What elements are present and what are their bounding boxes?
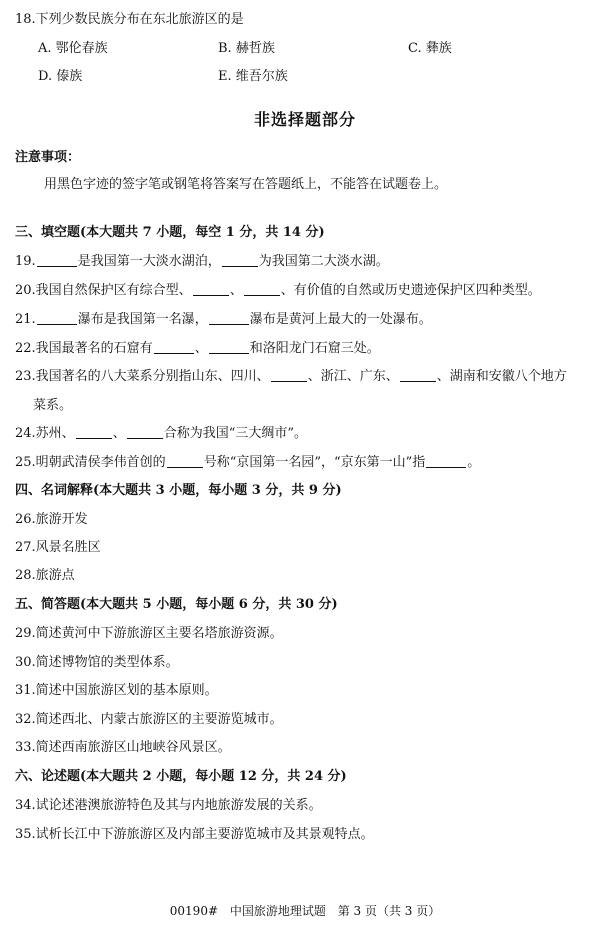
q24-text-c: 合称为我国“三大绸市”。 xyxy=(163,426,307,441)
q20-text-b: 、 xyxy=(229,283,243,298)
question-34: 34.试论述港澳旅游特色及其与内地旅游发展的关系。 xyxy=(15,798,322,813)
question-24 xyxy=(15,425,307,443)
q20-text-a: 20.我国自然保护区有综合型、 xyxy=(15,283,192,298)
section-title: 非选择题部分 xyxy=(253,110,356,129)
q19-text-a: 是我国第一大淡水湖泊， xyxy=(77,254,221,269)
answer-blank[interactable] xyxy=(426,455,466,468)
q21-text-a: 瀑布是我国第一名瀑， xyxy=(77,312,208,327)
answer-blank[interactable] xyxy=(209,341,249,354)
part3-heading: 三、填空题(本大题共 7 小题，每空 1 分，共 14 分) xyxy=(15,225,325,240)
q19-number: 19. xyxy=(15,254,36,269)
answer-blank[interactable] xyxy=(154,341,194,354)
question-25 xyxy=(15,454,480,472)
q20-text-c: 、有价值的自然或历史遗迹保护区四种类型。 xyxy=(280,283,541,298)
question-22 xyxy=(15,340,380,358)
question-30: 30.简述博物馆的类型体系。 xyxy=(15,655,179,670)
footer-title: 中国旅游地理试题 xyxy=(229,904,326,918)
answer-blank[interactable] xyxy=(37,312,77,325)
part4-heading: 四、名词解释(本大题共 3 小题，每小题 3 分，共 9 分) xyxy=(15,483,342,498)
q22-text-b: 、 xyxy=(194,341,208,356)
q24-text-a: 24.苏州、 xyxy=(15,426,75,441)
q21-text-b: 瀑布是黄河上最大的一处瀑布。 xyxy=(249,312,432,327)
q22-text-a: 22.我国最著名的石窟有 xyxy=(15,341,153,356)
question-19 xyxy=(15,253,389,271)
q23-text-c: 、湖南和安徽八个地方 xyxy=(436,369,567,384)
answer-blank[interactable] xyxy=(193,283,229,296)
question-27: 27.风景名胜区 xyxy=(15,540,101,555)
notice-heading: 注意事项： xyxy=(15,150,81,165)
question-28: 28.旅游点 xyxy=(15,568,75,583)
answer-blank[interactable] xyxy=(209,312,249,325)
q18-option-d: D. 傣族 xyxy=(38,69,83,84)
part5-heading: 五、简答题(本大题共 5 小题，每小题 6 分，共 30 分) xyxy=(15,597,338,612)
question-35: 35.试析长江中下游旅游区及内部主要游览城市及其景观特点。 xyxy=(15,827,374,842)
answer-blank[interactable] xyxy=(244,283,280,296)
question-21 xyxy=(15,311,432,329)
q18-option-a: A. 鄂伦春族 xyxy=(38,41,108,56)
answer-blank[interactable] xyxy=(127,426,163,439)
part6-heading: 六、论述题(本大题共 2 小题，每小题 12 分，共 24 分) xyxy=(15,769,347,784)
q21-number: 21. xyxy=(15,312,36,327)
q25-text-b: 号称“京国第一名园”，“京东第一山”指 xyxy=(203,455,426,470)
question-32: 32.简述西北、内蒙古旅游区的主要游览城市。 xyxy=(15,712,283,727)
question-20 xyxy=(15,282,541,300)
page-footer xyxy=(0,902,610,919)
answer-blank[interactable] xyxy=(76,426,112,439)
question-33: 33.简述西南旅游区山地峡谷风景区。 xyxy=(15,740,231,755)
q25-text-c: 。 xyxy=(467,455,481,470)
footer-code: 00190# xyxy=(169,904,219,918)
q24-text-b: 、 xyxy=(112,426,126,441)
q23-text-b: 、浙江、广东、 xyxy=(307,369,399,384)
answer-blank[interactable] xyxy=(167,455,203,468)
notice-text: 用黑色字迹的签字笔或钢笔将答案写在答题纸上，不能答在试题卷上。 xyxy=(44,177,448,192)
answer-blank[interactable] xyxy=(37,254,77,267)
question-23 xyxy=(15,368,567,386)
answer-blank[interactable] xyxy=(400,369,436,382)
footer-page: 第 3 页（共 3 页） xyxy=(337,904,441,918)
q25-text-a: 25.明朝武清侯李伟首创的 xyxy=(15,455,166,470)
q18-option-e: E. 维吾尔族 xyxy=(218,69,288,84)
answer-blank[interactable] xyxy=(222,254,258,267)
q23-text-a: 23.我国著名的八大菜系分别指山东、四川、 xyxy=(15,369,270,384)
question-31: 31.简述中国旅游区划的基本原则。 xyxy=(15,683,218,698)
question-29: 29.简述黄河中下游旅游区主要名塔旅游资源。 xyxy=(15,626,283,641)
q22-text-c: 和洛阳龙门石窟三处。 xyxy=(249,341,380,356)
answer-blank[interactable] xyxy=(271,369,307,382)
q18-option-b: B. 赫哲族 xyxy=(218,41,275,56)
q23-continuation: 菜系。 xyxy=(33,398,73,413)
question-18-stem: 18.下列少数民族分布在东北旅游区的是 xyxy=(15,12,244,27)
q18-option-c: C. 彝族 xyxy=(408,41,452,56)
q19-text-b: 为我国第二大淡水湖。 xyxy=(258,254,389,269)
question-26: 26.旅游开发 xyxy=(15,512,88,527)
